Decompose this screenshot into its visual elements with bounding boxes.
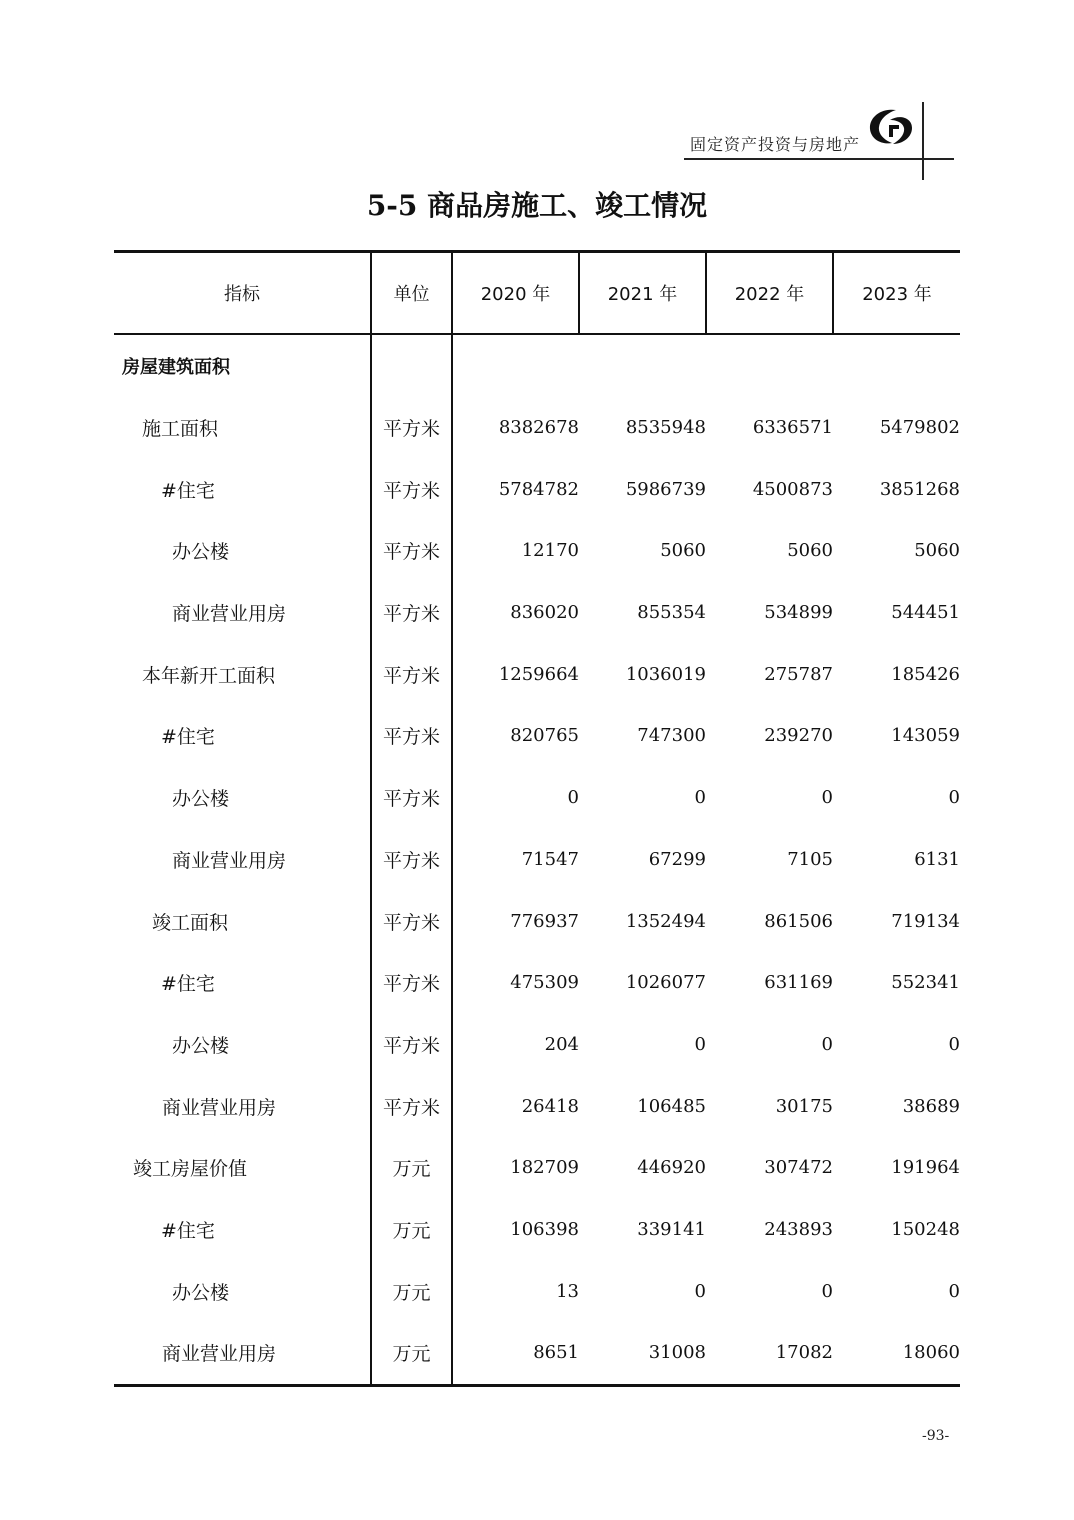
page-title: 5-5 商品房施工、竣工情况 — [366, 189, 708, 222]
row-value-2021: 31008 — [579, 1322, 706, 1385]
row-value-2020: 182709 — [452, 1137, 579, 1199]
header-2021: 2021 年 — [579, 252, 706, 335]
row-unit: 万元 — [371, 1199, 452, 1261]
table-row — [114, 458, 960, 520]
row-unit: 万元 — [371, 1322, 452, 1385]
row-unit: 平方米 — [371, 520, 452, 582]
row-value-2021: 0 — [694, 787, 706, 809]
row-value-2020: 836020 — [452, 582, 579, 644]
row-unit: 平方米 — [371, 643, 452, 705]
row-value-2023: 18060 — [833, 1322, 960, 1385]
row-value-2020: 12170 — [452, 520, 579, 582]
row-value-2022: 0 — [821, 1280, 833, 1302]
row-unit: 万元 — [371, 1137, 452, 1199]
row-value-2023: 3851268 — [879, 478, 960, 500]
table-row — [114, 1322, 960, 1385]
row-unit: 平方米 — [371, 1075, 452, 1137]
row-value-2022: 243893 — [764, 1218, 833, 1240]
table-row — [114, 643, 960, 705]
table-row — [114, 520, 960, 582]
row-value-2022: 6336571 — [752, 417, 833, 439]
row-value-2020: 776937 — [452, 890, 579, 952]
table-row — [114, 952, 960, 1014]
header-rule — [684, 158, 954, 160]
row-value-2021: 1352494 — [625, 910, 706, 932]
row-label: 办公楼 — [172, 1281, 230, 1304]
row-value-2021: 339141 — [637, 1218, 706, 1240]
row-value-2020: 26418 — [452, 1075, 579, 1137]
row-value-2021: 0 — [694, 1033, 706, 1055]
row-value-2022: 631169 — [764, 972, 833, 994]
row-value-2021: 747300 — [637, 725, 706, 747]
row-unit: 万元 — [371, 1260, 452, 1322]
row-value-2021: 1036019 — [625, 663, 706, 685]
row-value-2020: 820765 — [452, 705, 579, 767]
row-value-2021 — [579, 334, 706, 397]
row-value-2022: 7105 — [787, 848, 833, 870]
row-value-2023: 143059 — [891, 725, 960, 747]
row-unit: 平方米 — [371, 397, 452, 459]
row-label: #住宅 — [161, 726, 215, 749]
row-label: 商业营业用房 — [172, 849, 287, 872]
row-value-2020: 475309 — [452, 952, 579, 1014]
statistics-logo-icon — [866, 106, 916, 148]
row-unit: 平方米 — [371, 890, 452, 952]
row-value-2021: 446920 — [637, 1157, 706, 1179]
row-value-2021: 855354 — [637, 602, 706, 624]
row-label: 竣工房屋价值 — [133, 1158, 248, 1181]
row-value-2022: 4500873 — [752, 478, 833, 500]
row-unit: 平方米 — [371, 458, 452, 520]
row-value-2023: 38689 — [902, 1095, 960, 1117]
row-value-2022: 30175 — [775, 1095, 833, 1117]
row-label: 商业营业用房 — [162, 1096, 277, 1119]
row-value-2020: 106398 — [452, 1199, 579, 1261]
row-value-2020 — [452, 334, 579, 397]
row-value-2022 — [706, 334, 833, 397]
row-value-2022: 861506 — [764, 910, 833, 932]
row-value-2021: 106485 — [637, 1095, 706, 1117]
row-label: 办公楼 — [172, 1034, 230, 1057]
row-unit — [371, 334, 452, 397]
table-row — [114, 890, 960, 952]
table-row — [114, 705, 960, 767]
row-value-2020: 0 — [452, 767, 579, 829]
row-value-2022: 307472 — [764, 1157, 833, 1179]
table-header-row — [114, 252, 960, 335]
row-value-2022: 0 — [821, 787, 833, 809]
row-value-2020: 71547 — [452, 829, 579, 891]
page-number: -93- — [922, 1428, 950, 1444]
row-unit: 平方米 — [371, 582, 452, 644]
row-label: 办公楼 — [172, 788, 230, 811]
row-unit: 平方米 — [371, 829, 452, 891]
row-label: 房屋建筑面积 — [122, 356, 230, 378]
table-row — [114, 829, 960, 891]
row-unit: 平方米 — [371, 1014, 452, 1076]
row-label: 办公楼 — [172, 541, 230, 564]
row-label: #住宅 — [161, 479, 215, 502]
table-row — [114, 1137, 960, 1199]
row-value-2022: 17082 — [706, 1322, 833, 1385]
row-label: 商业营业用房 — [172, 603, 287, 626]
row-value-2023: 0 — [948, 1280, 960, 1302]
table-row — [114, 767, 960, 829]
row-value-2023: 0 — [948, 1033, 960, 1055]
row-value-2020: 8651 — [452, 1322, 579, 1385]
row-value-2022: 534899 — [764, 602, 833, 624]
row-value-2023: 185426 — [891, 663, 960, 685]
row-label: 本年新开工面积 — [142, 664, 276, 687]
row-unit: 平方米 — [371, 952, 452, 1014]
row-value-2020: 5784782 — [452, 458, 579, 520]
row-label: 施工面积 — [142, 418, 219, 441]
row-value-2023: 5479802 — [879, 417, 960, 439]
row-value-2020: 13 — [452, 1260, 579, 1322]
row-value-2022: 5060 — [787, 540, 833, 562]
header-vertical-rule — [922, 102, 924, 180]
row-unit: 平方米 — [371, 767, 452, 829]
row-value-2021: 1026077 — [625, 972, 706, 994]
row-value-2023: 0 — [948, 787, 960, 809]
row-value-2022: 239270 — [764, 725, 833, 747]
header-indicator: 指标 — [114, 252, 371, 335]
row-value-2021: 5986739 — [625, 478, 706, 500]
row-value-2020: 204 — [452, 1014, 579, 1076]
row-value-2022: 0 — [821, 1033, 833, 1055]
header-text: 固定资产投资与房地产 — [690, 135, 861, 154]
table-row — [114, 1199, 960, 1261]
table-row — [114, 1260, 960, 1322]
header-2020: 2020 年 — [452, 252, 579, 335]
row-value-2023: 6131 — [914, 848, 960, 870]
row-value-2023: 150248 — [891, 1218, 960, 1240]
row-value-2020: 1259664 — [452, 643, 579, 705]
row-value-2022: 275787 — [764, 663, 833, 685]
row-value-2021: 8535948 — [625, 417, 706, 439]
row-value-2021: 67299 — [648, 848, 706, 870]
table-row — [114, 397, 960, 459]
header-unit: 单位 — [371, 252, 452, 335]
row-label: 竣工面积 — [152, 911, 229, 934]
table-row — [114, 334, 960, 397]
row-value-2021: 0 — [694, 1280, 706, 1302]
header-2022: 2022 年 — [706, 252, 833, 335]
row-value-2023: 191964 — [891, 1157, 960, 1179]
row-value-2023: 552341 — [891, 972, 960, 994]
row-value-2023: 5060 — [914, 540, 960, 562]
table-row — [114, 1014, 960, 1076]
table-row — [114, 1075, 960, 1137]
row-value-2023 — [833, 334, 960, 397]
row-value-2021: 5060 — [660, 540, 706, 562]
row-value-2023: 719134 — [891, 910, 960, 932]
row-unit: 平方米 — [371, 705, 452, 767]
data-table — [114, 250, 960, 1387]
row-value-2020: 8382678 — [452, 397, 579, 459]
header-2023: 2023 年 — [833, 252, 960, 335]
row-label: #住宅 — [161, 973, 215, 996]
row-label: 商业营业用房 — [114, 1322, 371, 1385]
row-value-2023: 544451 — [891, 602, 960, 624]
row-label: #住宅 — [161, 1219, 215, 1242]
table-row — [114, 582, 960, 644]
